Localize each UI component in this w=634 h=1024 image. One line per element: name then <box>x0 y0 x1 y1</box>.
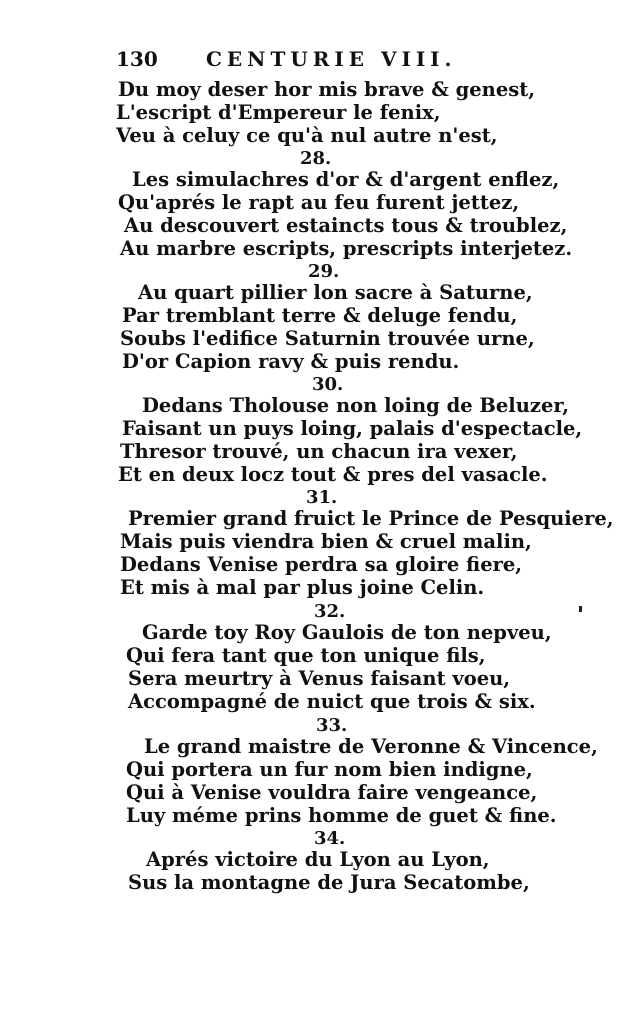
verse-line: Garde toy Roy Gaulois de ton nepveu, <box>142 621 552 644</box>
verse-line: D'or Capion ravy & puis rendu. <box>122 350 460 373</box>
verse-line: Le grand maistre de Veronne & Vincence, <box>144 735 598 758</box>
verse-line: Par tremblant terre & deluge fendu, <box>122 304 518 327</box>
verse-line: Qui portera un fur nom bien indigne, <box>126 758 533 781</box>
page-header <box>116 47 476 77</box>
quatrain-number: 33. <box>316 715 348 736</box>
quatrain-number: 32. <box>314 601 346 622</box>
verse-line: Aprés victoire du Lyon au Lyon, <box>146 848 490 871</box>
verse-line: Accompagné de nuict que trois & six. <box>128 690 536 713</box>
verse-line: Sera meurtry à Venus faisant voeu, <box>128 667 511 690</box>
verse-line: Thresor trouvé, un chacun ira vexer, <box>120 440 518 463</box>
verse-line: Au marbre escripts, prescripts interjetez. <box>120 237 573 260</box>
quatrain-number: 29. <box>308 261 340 282</box>
ink-speck <box>579 606 582 612</box>
verse-line: Au descouvert estaincts tous & troublez, <box>124 214 568 237</box>
page-number: 130 <box>116 47 158 71</box>
running-title: CENTURIE VIII. <box>206 47 457 71</box>
verse-line: Luy méme prins homme de guet & fine. <box>126 804 557 827</box>
verse-line: Et en deux locz tout & pres del vasacle. <box>118 463 548 486</box>
verse-line: Qui à Venise vouldra faire vengeance, <box>126 781 538 804</box>
verse-line: Sus la montagne de Jura Secatombe, <box>128 871 530 894</box>
verse-line: Au quart pillier lon sacre à Saturne, <box>138 281 533 304</box>
verse-line: Les simulachres d'or & d'argent enflez, <box>132 168 560 191</box>
verse-line: Dedans Tholouse non loing de Beluzer, <box>142 394 569 417</box>
verse-line: Dedans Venise perdra sa gloire fiere, <box>120 553 523 576</box>
quatrain-number: 30. <box>312 374 344 395</box>
verse-line: Faisant un puys loing, palais d'espectacle, <box>122 417 583 440</box>
verse-line: L'escript d'Empereur le fenix, <box>116 101 441 124</box>
quatrain-number: 34. <box>314 828 346 849</box>
verse-line: Qui fera tant que ton unique fils, <box>126 644 486 667</box>
verse-line: Et mis à mal par plus joine Celin. <box>120 576 485 599</box>
verse-line: Mais puis viendra bien & cruel malin, <box>120 530 532 553</box>
verse-line: Soubs l'edifice Saturnin trouvée urne, <box>120 327 535 350</box>
verse-line: Du moy deser hor mis brave & genest, <box>118 78 536 101</box>
quatrain-number: 31. <box>306 487 338 508</box>
verse-line: Premier grand fruict le Prince de Pesquiere, <box>128 507 614 530</box>
quatrain-number: 28. <box>300 148 332 169</box>
verse-line: Qu'aprés le rapt au feu furent jettez, <box>118 191 520 214</box>
verse-line: Veu à celuy ce qu'à nul autre n'est, <box>116 124 498 147</box>
